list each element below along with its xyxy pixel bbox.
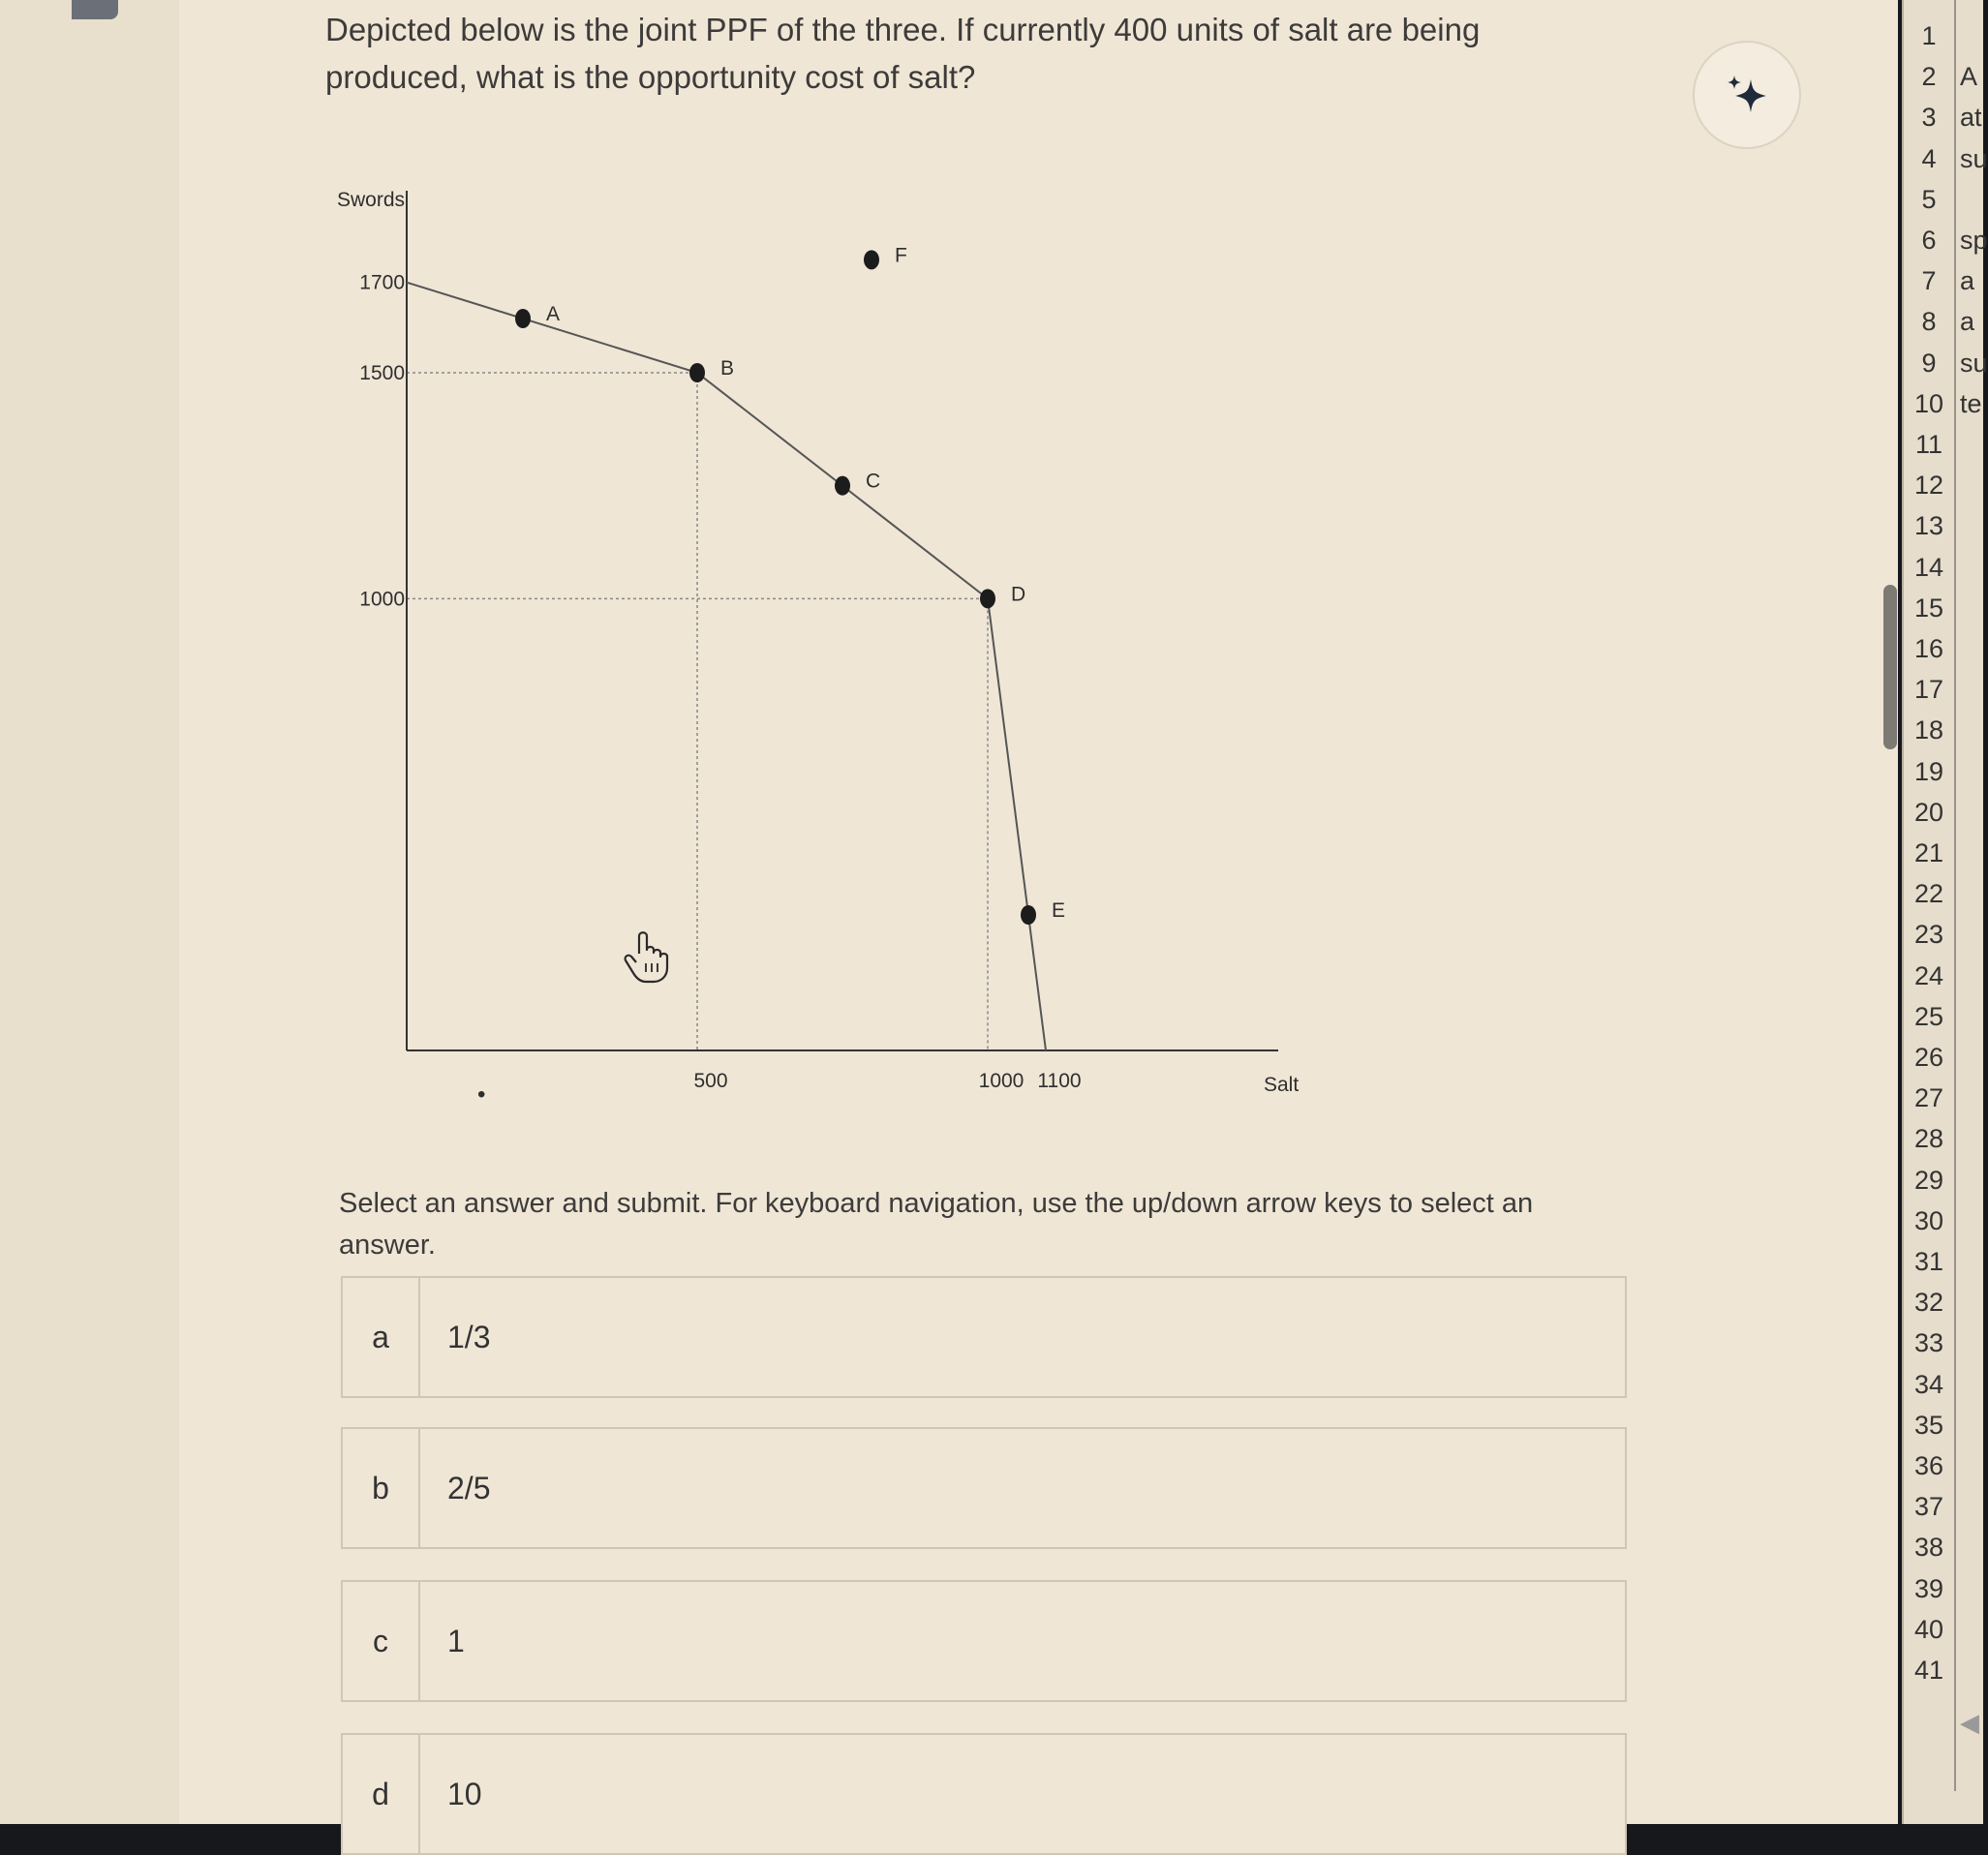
point-label-b: B bbox=[720, 357, 735, 380]
window-tab[interactable] bbox=[72, 0, 118, 19]
line-number: 5 bbox=[1921, 184, 1937, 214]
point-d bbox=[980, 589, 995, 608]
x-tick-label: 1100 bbox=[1037, 1070, 1082, 1092]
line-number: 33 bbox=[1913, 1328, 1944, 1358]
option-text: 2/5 bbox=[447, 1470, 491, 1505]
line-number: 13 bbox=[1913, 511, 1944, 541]
line-number: 19 bbox=[1913, 756, 1944, 786]
line-number: 4 bbox=[1921, 143, 1937, 173]
line-number: 25 bbox=[1913, 1001, 1944, 1031]
option-text: 1 bbox=[447, 1623, 465, 1658]
guide-lines bbox=[407, 373, 988, 1050]
line-number: 40 bbox=[1913, 1614, 1944, 1644]
line-number: 41 bbox=[1913, 1656, 1944, 1685]
point-label-c: C bbox=[866, 470, 881, 493]
origin-dot: • bbox=[477, 1081, 486, 1108]
y-tick-label: 1700 bbox=[359, 271, 405, 294]
point-label-f: F bbox=[895, 244, 907, 267]
line-snippet: a bbox=[1960, 266, 1975, 296]
line-number: 6 bbox=[1921, 226, 1937, 255]
point-label-e: E bbox=[1052, 899, 1066, 922]
line-number: 15 bbox=[1913, 593, 1944, 623]
line-number: 7 bbox=[1921, 266, 1937, 296]
line-number: 21 bbox=[1913, 838, 1944, 867]
line-number: 11 bbox=[1914, 430, 1943, 459]
y-axis-label: Swords bbox=[336, 189, 405, 211]
line-number: 39 bbox=[1913, 1573, 1944, 1603]
option-text: 1/3 bbox=[447, 1319, 491, 1354]
left-margin bbox=[0, 0, 179, 1824]
line-number: 12 bbox=[1913, 471, 1944, 501]
chevron-left-icon[interactable]: ◀ bbox=[1960, 1708, 1979, 1737]
line-snippet: A bbox=[1960, 62, 1978, 92]
ai-assist-button[interactable] bbox=[1693, 41, 1801, 149]
point-a bbox=[515, 309, 531, 328]
point-label-a: A bbox=[546, 303, 561, 325]
line-number: 32 bbox=[1913, 1288, 1944, 1318]
y-tick-labels bbox=[359, 272, 405, 611]
line-number: 29 bbox=[1913, 1165, 1944, 1195]
line-number: 27 bbox=[1913, 1083, 1944, 1113]
gutter-divider bbox=[1954, 0, 1956, 1791]
option-text: 10 bbox=[447, 1776, 482, 1811]
line-number: 24 bbox=[1913, 960, 1944, 990]
line-number-panel bbox=[1902, 0, 1988, 1824]
line-snippet: su bbox=[1960, 143, 1988, 173]
line-number: 9 bbox=[1921, 348, 1937, 378]
point-e bbox=[1021, 905, 1036, 925]
line-number: 37 bbox=[1913, 1492, 1944, 1522]
line-number: 31 bbox=[1913, 1247, 1944, 1276]
x-tick-label: 500 bbox=[693, 1070, 728, 1092]
option-letter: c bbox=[343, 1582, 420, 1700]
line-number: 3 bbox=[1921, 103, 1937, 133]
x-tick-labels bbox=[693, 1070, 1081, 1092]
line-number: 38 bbox=[1913, 1533, 1944, 1563]
point-b bbox=[689, 363, 705, 382]
line-snippet: sp bbox=[1960, 226, 1988, 255]
line-snippet: te bbox=[1960, 388, 1982, 418]
scrollbar-thumb[interactable] bbox=[1883, 585, 1897, 749]
line-number: 16 bbox=[1913, 634, 1944, 663]
point-f bbox=[864, 250, 879, 269]
line-number: 35 bbox=[1913, 1410, 1944, 1440]
line-snippet: su bbox=[1960, 348, 1988, 378]
option-letter: a bbox=[343, 1278, 420, 1396]
line-number: 2 bbox=[1921, 62, 1937, 92]
point-c bbox=[835, 476, 850, 496]
option-letter: d bbox=[343, 1735, 420, 1853]
sparkle-icon bbox=[1722, 70, 1772, 120]
answer-option-d[interactable] bbox=[341, 1733, 1627, 1855]
line-number: 34 bbox=[1913, 1369, 1944, 1399]
line-snippet: at bbox=[1960, 103, 1982, 133]
line-number: 20 bbox=[1913, 797, 1944, 827]
line-number: 28 bbox=[1913, 1124, 1944, 1154]
x-tick-label: 1000 bbox=[978, 1070, 1025, 1092]
line-number: 36 bbox=[1913, 1451, 1944, 1480]
line-number: 23 bbox=[1913, 920, 1944, 950]
line-number: 30 bbox=[1913, 1205, 1944, 1235]
line-number: 1 bbox=[1921, 21, 1937, 50]
hand-pointer-icon bbox=[626, 932, 667, 982]
line-number: 26 bbox=[1913, 1043, 1944, 1072]
x-axis-label: Salt bbox=[1264, 1074, 1300, 1096]
answer-option-a[interactable] bbox=[341, 1276, 1627, 1398]
question-text: Depicted below is the joint PPF of the three. If currently 400 units of salt are being produced, what is the opportunity cost of salt? bbox=[325, 12, 1481, 95]
line-snippet: a bbox=[1960, 307, 1975, 337]
line-number: 10 bbox=[1913, 388, 1944, 418]
instructions-text: Select an answer and submit. For keyboard navigation, use the up/down arrow keys to select an answer. bbox=[339, 1188, 1534, 1261]
y-tick-label: 1500 bbox=[359, 362, 405, 384]
line-number: 14 bbox=[1913, 552, 1944, 582]
line-number: 18 bbox=[1913, 715, 1944, 745]
chart-points bbox=[515, 244, 1065, 925]
answer-option-c[interactable] bbox=[341, 1580, 1627, 1702]
point-label-d: D bbox=[1011, 583, 1026, 606]
line-number: 22 bbox=[1913, 879, 1944, 909]
answer-option-b[interactable] bbox=[341, 1427, 1627, 1549]
line-number: 17 bbox=[1913, 675, 1944, 705]
ppf-curve bbox=[407, 283, 1046, 1050]
option-letter: b bbox=[343, 1429, 420, 1547]
ppf-chart bbox=[310, 169, 1336, 1128]
line-number: 8 bbox=[1921, 307, 1937, 337]
y-tick-label: 1000 bbox=[359, 588, 405, 611]
